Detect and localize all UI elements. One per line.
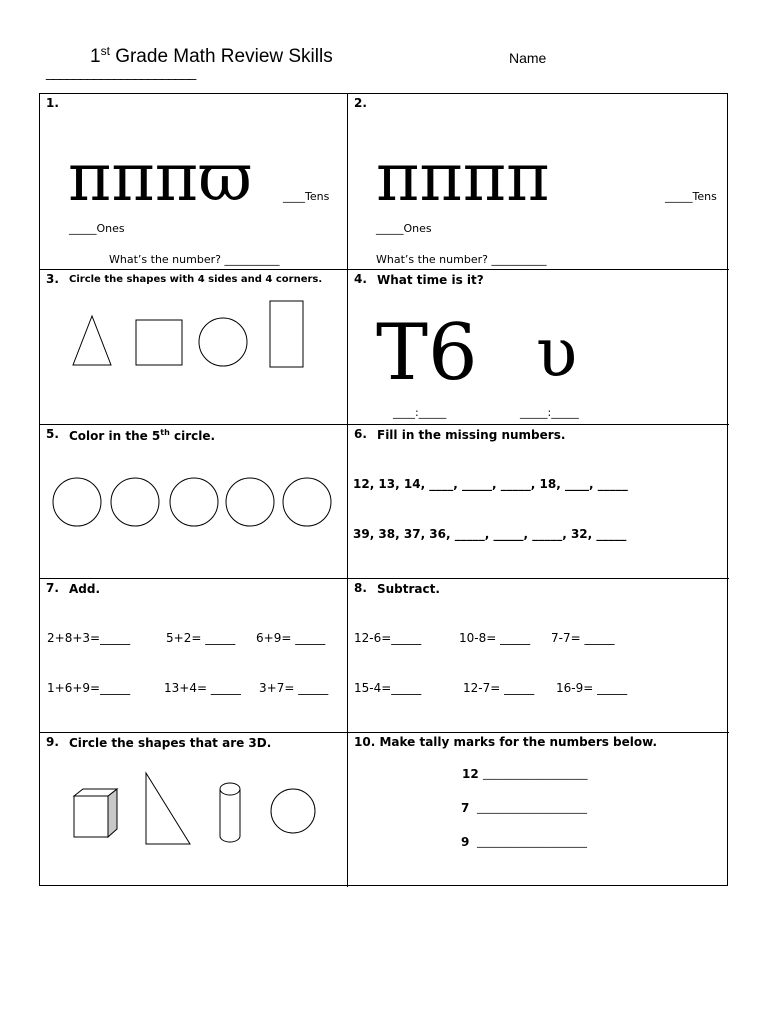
tally-blank[interactable]: ____________________: [477, 835, 587, 848]
number-prompt[interactable]: What’s the number? __________: [109, 253, 280, 266]
question-3: [40, 270, 348, 425]
subtract-problem[interactable]: 12-6=_____: [354, 631, 422, 645]
question-text-part: circle.: [169, 429, 216, 443]
question-9: [40, 733, 348, 887]
subtract-problem[interactable]: 12-7= _____: [463, 681, 535, 695]
ones-blank[interactable]: _____Ones: [376, 222, 432, 235]
subtract-problem[interactable]: 10-8= _____: [459, 631, 531, 645]
title-superscript: st: [100, 44, 110, 58]
question-5: [40, 425, 348, 579]
pi-symbols: ππππ: [376, 139, 550, 216]
circle-1[interactable]: [53, 478, 101, 526]
question-text-superscript: th: [160, 428, 170, 437]
number-prompt[interactable]: What’s the number? __________: [376, 253, 547, 266]
question-text: Add.: [69, 582, 101, 596]
question-8: [348, 579, 729, 733]
circle-shape[interactable]: [271, 789, 315, 833]
circle-5[interactable]: [283, 478, 331, 526]
tens-blank[interactable]: _____Tens: [665, 190, 717, 203]
ones-blank[interactable]: _____Ones: [69, 222, 125, 235]
question-number: [354, 735, 657, 749]
circle-2[interactable]: [111, 478, 159, 526]
question-10: [348, 733, 729, 887]
question-6: [348, 425, 729, 579]
rectangle-shape[interactable]: [270, 301, 303, 367]
question-1: [40, 94, 348, 270]
question-number: 4.: [354, 272, 367, 286]
question-text: Circle the shapes with 4 sides and 4 corners.: [69, 274, 323, 285]
add-problem[interactable]: 5+2= _____: [166, 631, 236, 645]
clock-symbol-2: υ: [536, 314, 578, 393]
tally-blank[interactable]: ____________________: [477, 801, 587, 814]
subtract-problem[interactable]: 16-9= _____: [556, 681, 628, 695]
question-number: 8.: [354, 581, 367, 595]
question-grid: [39, 93, 728, 886]
right-triangle-shape[interactable]: [146, 773, 190, 844]
name-blank[interactable]: ______________________: [46, 64, 196, 80]
question-number: 5.: [46, 427, 59, 441]
question-4: [348, 270, 729, 425]
number-sequence-2[interactable]: 39, 38, 37, 36, _____, _____, _____, 32, _____: [353, 527, 627, 541]
question-text: Fill in the missing numbers.: [377, 428, 566, 442]
title-text: Grade Math Review Skills: [109, 46, 333, 67]
shapes-3d: [40, 733, 348, 887]
tens-blank[interactable]: ____Tens: [283, 190, 330, 203]
question-number: 1.: [46, 96, 59, 110]
number-sequence-1[interactable]: 12, 13, 14, ____, _____, _____, 18, ____, _____: [353, 477, 628, 491]
tally-number: 7: [461, 801, 470, 815]
circle-3[interactable]: [170, 478, 218, 526]
add-problem[interactable]: 3+7= _____: [259, 681, 329, 695]
time-blank-2[interactable]: _____:_____: [520, 406, 579, 419]
add-problem[interactable]: 6+9= _____: [256, 631, 326, 645]
title-number: 1: [90, 46, 101, 67]
add-problem[interactable]: 13+4= _____: [164, 681, 241, 695]
triangle-shape[interactable]: [73, 316, 111, 365]
pi-symbols: πππϖ: [68, 139, 252, 216]
question-number: 9.: [46, 735, 59, 749]
square-shape[interactable]: [136, 320, 182, 365]
question-text: Subtract.: [377, 582, 440, 596]
time-blank-1[interactable]: ____:_____: [393, 406, 447, 419]
name-label: Name: [509, 50, 547, 66]
circle-shape[interactable]: [199, 318, 247, 366]
add-problem[interactable]: 2+8+3=_____: [47, 631, 131, 645]
subtract-problem[interactable]: 15-4=_____: [354, 681, 422, 695]
tally-blank[interactable]: ___________________: [483, 767, 588, 780]
question-number: 6.: [354, 427, 367, 441]
circle-4[interactable]: [226, 478, 274, 526]
question-text: Circle the shapes that are 3D.: [69, 736, 272, 750]
question-7: [40, 579, 348, 733]
question-text-part: Color in the 5: [69, 429, 161, 443]
cube-shape[interactable]: [74, 789, 117, 837]
subtract-problem[interactable]: 7-7= _____: [551, 631, 615, 645]
question-number: 2.: [354, 96, 367, 110]
question-text: What time is it?: [377, 273, 484, 287]
circles-row: [40, 425, 348, 579]
add-problem[interactable]: 1+6+9=_____: [47, 681, 131, 695]
question-number: 7.: [46, 581, 59, 595]
question-text: Make tally marks for the numbers below.: [379, 735, 658, 749]
tally-number: 9: [461, 835, 470, 849]
question-number: 3.: [46, 272, 59, 286]
tally-number: 12: [462, 767, 479, 781]
cylinder-shape[interactable]: [220, 783, 240, 842]
clock-symbol-1: T6: [376, 308, 478, 398]
question-number-text: 10.: [354, 735, 376, 749]
shapes-2d: [40, 270, 348, 425]
question-2: [348, 94, 729, 270]
